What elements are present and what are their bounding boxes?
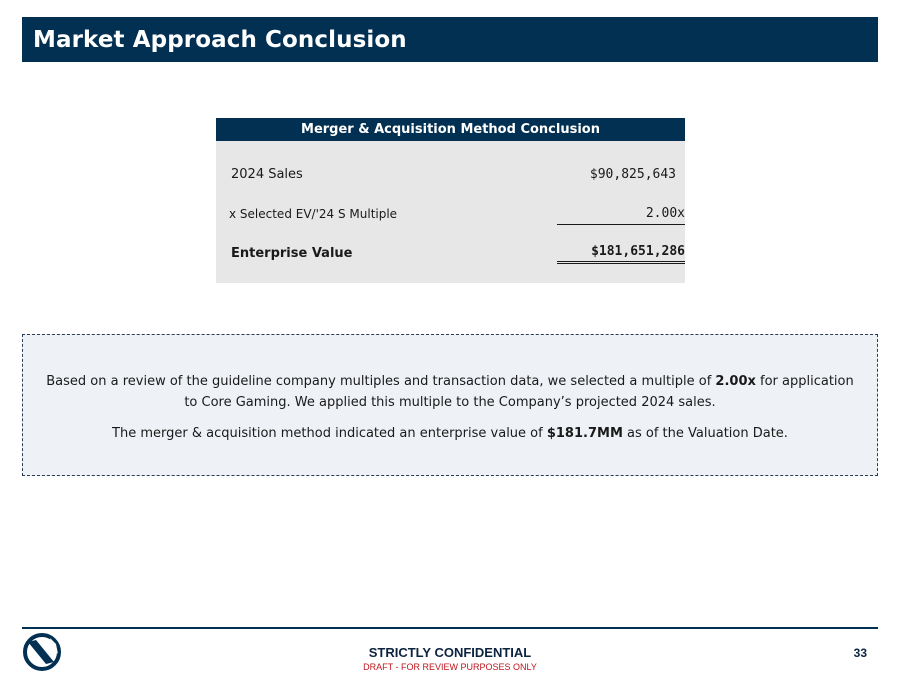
note-emphasis: $181.7MM <box>546 426 623 441</box>
valuation-table <box>216 118 685 283</box>
table-row-sales <box>216 163 685 187</box>
note-text: Based on a review of the guideline company multiples and transaction data, we selected a multiple of <box>46 374 716 389</box>
note-paragraph-2 <box>40 423 860 444</box>
draft-label: DRAFT - FOR REVIEW PURPOSES ONLY <box>363 662 537 672</box>
row-value: $90,825,643 <box>589 167 676 182</box>
note-emphasis: 2.00x <box>715 374 756 389</box>
confidential-label: STRICTLY CONFIDENTIAL <box>368 645 532 660</box>
note-paragraph-1 <box>40 371 860 413</box>
footer-divider <box>22 627 878 629</box>
note-text: for application to Core Gaming. We applied this multiple to the Company’s projected 2024 sales. <box>184 374 854 410</box>
table-row-enterprise-value <box>216 242 685 266</box>
row-value: 2.00x <box>557 206 685 225</box>
conclusion-note <box>22 334 878 476</box>
row-label: 2024 Sales <box>231 167 303 182</box>
note-text: as of the Valuation Date. <box>622 426 788 441</box>
row-label: Enterprise Value <box>231 246 353 261</box>
table-title: Merger & Acquisition Method Conclusion <box>216 118 685 141</box>
table-row-multiple <box>216 203 685 227</box>
page-number: 33 <box>853 646 867 660</box>
row-value: $181,651,286 <box>557 244 685 264</box>
note-text: The merger & acquisition method indicated an enterprise value of <box>112 426 547 441</box>
page-title: Market Approach Conclusion <box>33 26 407 53</box>
row-label: x Selected EV/'24 S Multiple <box>229 207 398 221</box>
title-bar <box>22 17 878 62</box>
